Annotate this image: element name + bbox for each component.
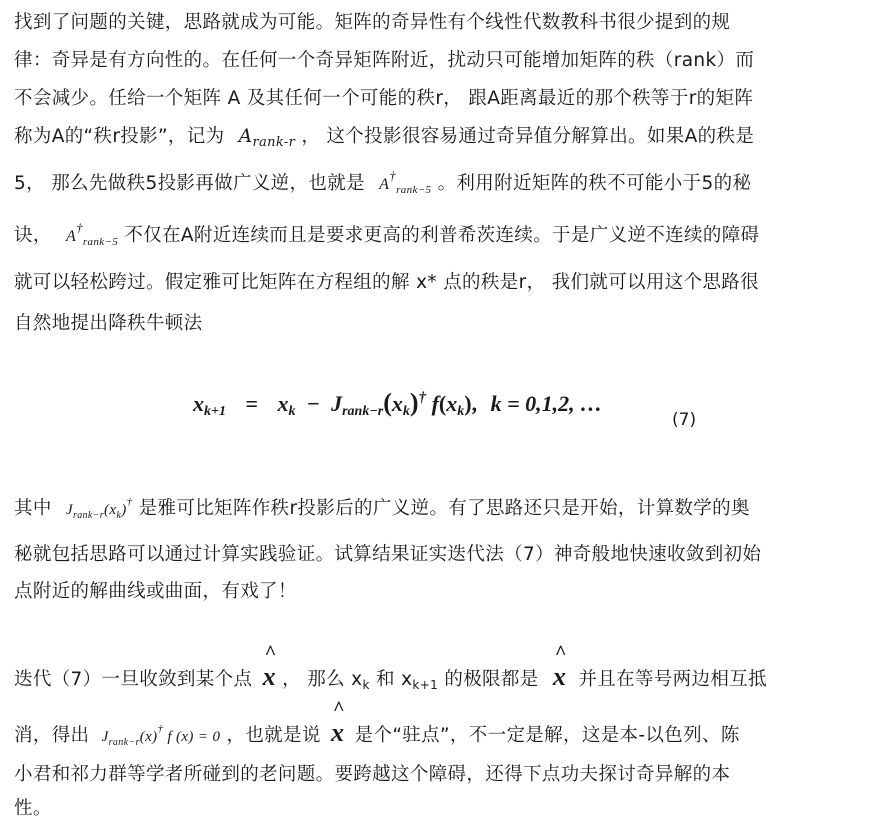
text-line: 秘就包括思路可以通过计算实践验证。试算结果证实迭代法（7）神奇般地快速收敛到初始 bbox=[14, 544, 762, 565]
text-line: 不会减少。任给一个矩阵 A 及其任何一个可能的秩r， 跟A距离最近的那个秩等于r的矩阵 bbox=[14, 88, 754, 109]
text-span: 是雅可比矩阵作秩r投影后的广义逆。有了思路还只是开始，计算数学的奥 bbox=[138, 498, 750, 519]
dagger-symbol: † bbox=[157, 723, 164, 735]
math-subscript: k bbox=[362, 678, 370, 692]
text-span: 迭代（7）一旦收敛到某个点 bbox=[14, 669, 253, 690]
math-A-dagger-rank-5: $A^\dagger_{rank-5}$ bbox=[379, 168, 432, 196]
equation-7 bbox=[193, 388, 602, 420]
text-line: 就可以轻松跨过。假定雅可比矩阵在方程组的解 x* 点的秩是r， 我们就可以用这个思路很 bbox=[14, 272, 759, 293]
text-span: 的极限都是 bbox=[438, 669, 539, 690]
eq-subscript: k bbox=[288, 404, 296, 419]
eq-x: x bbox=[391, 391, 403, 416]
x-hat-symbol: ^ x bbox=[553, 662, 566, 692]
text-span: 。利用附近矩阵的秩不可能小于5的秘 bbox=[437, 173, 752, 194]
dagger-symbol: † bbox=[126, 496, 133, 508]
eq-subscript: k bbox=[457, 404, 465, 419]
math-equals-zero: = 0 bbox=[197, 729, 221, 745]
math-J-rank-r: $J_{rank-r}(x_k)^\dagger$ bbox=[65, 496, 133, 521]
eq-paren: ( bbox=[438, 391, 447, 416]
text-span: 称为A的“秩r投影”，记为 bbox=[14, 126, 225, 147]
math-subscript: k+1 bbox=[412, 678, 439, 692]
math-subscript: rank−r bbox=[72, 510, 105, 521]
math-symbol: x bbox=[181, 729, 189, 745]
text-line: 律：奇异是有方向性的。在任何一个奇异矩阵附近，扰动只可能增加矩阵的秩（rank）而 bbox=[14, 50, 755, 71]
eq-paren: ) bbox=[409, 388, 419, 417]
text-span: 诀， bbox=[14, 225, 52, 246]
math-subscript: rank−r bbox=[108, 737, 140, 748]
math-J-rank-r-stationary: $J_{rank-r}(x)^\dagger$ f (x) = 0 bbox=[101, 723, 221, 748]
eq-x: x bbox=[446, 391, 458, 416]
eq-equals: = bbox=[245, 391, 259, 416]
math-symbol: A bbox=[238, 126, 253, 147]
text-span: 5， 那么先做秩5投影再做广义逆，也就是 bbox=[14, 173, 365, 194]
dagger-symbol: † bbox=[389, 168, 397, 183]
x-hat-symbol: ^ x bbox=[331, 718, 344, 748]
text-line: 自然地提出降秩牛顿法 bbox=[14, 313, 203, 334]
text-line bbox=[14, 122, 754, 150]
text-line bbox=[14, 494, 750, 521]
text-span: 消，得出 bbox=[14, 725, 90, 746]
text-span: ，也就是说 bbox=[226, 725, 321, 746]
equation-number: (7) bbox=[672, 410, 697, 430]
text-line: 找到了问题的关键，思路就成为可能。矩阵的奇异性有个线性代数教科书很少提到的规 bbox=[14, 12, 731, 33]
eq-subscript: rank−r bbox=[342, 404, 384, 419]
eq-f: f bbox=[431, 391, 439, 416]
eq-index-range: k = 0,1,2, … bbox=[490, 391, 603, 416]
text-line bbox=[14, 168, 751, 196]
dagger-symbol: † bbox=[76, 220, 83, 235]
math-subscript: k bbox=[116, 510, 122, 521]
eq-minus: − bbox=[307, 391, 320, 416]
text-span: 是个“驻点”，不一定是解，这是本-以色列、陈 bbox=[354, 725, 740, 746]
math-A-dagger-rank-5: $A^\dagger_{rank-5}$ bbox=[65, 220, 119, 248]
dagger-symbol: † bbox=[418, 390, 427, 406]
eq-x: x bbox=[277, 391, 289, 416]
text-line bbox=[14, 718, 740, 748]
text-line bbox=[14, 220, 759, 248]
text-span: ， 那么 x bbox=[282, 669, 363, 690]
math-symbol: x bbox=[109, 502, 117, 518]
text-line: 性。 bbox=[14, 798, 52, 819]
eq-x: x bbox=[193, 391, 204, 416]
text-line bbox=[14, 662, 767, 692]
text-span: 和 x bbox=[369, 669, 413, 690]
math-A-rank-r bbox=[238, 126, 296, 150]
x-hat-symbol: ^ x bbox=[263, 662, 276, 692]
math-symbol: J bbox=[65, 502, 73, 518]
text-span: 并且在等号两边相互抵 bbox=[578, 669, 767, 690]
text-line: 小君和祁力群等学者所碰到的老问题。要跨越这个障碍，还得下点功夫探讨奇异解的本 bbox=[14, 764, 731, 785]
eq-paren: ), bbox=[464, 391, 478, 416]
text-span: 不仅在A附近连续而且是要求更高的利普希茨连续。于是广义逆不连续的障碍 bbox=[124, 225, 760, 246]
text-span: 其中 bbox=[14, 498, 52, 519]
eq-paren: ( bbox=[383, 388, 392, 417]
math-subscript: rank-r bbox=[252, 135, 296, 150]
math-subscript: rank−5 bbox=[396, 184, 432, 196]
math-subscript: rank−5 bbox=[82, 236, 119, 248]
eq-subscript: k bbox=[402, 404, 410, 419]
math-symbol: J bbox=[101, 729, 109, 745]
eq-J: J bbox=[331, 391, 343, 416]
text-line: 点附近的解曲线或曲面，有戏了！ bbox=[14, 581, 297, 602]
math-symbol: x bbox=[145, 729, 153, 745]
eq-subscript: k+1 bbox=[204, 404, 226, 419]
text-span: ， 这个投影很容易通过奇异值分解算出。如果A的秩是 bbox=[301, 126, 755, 147]
